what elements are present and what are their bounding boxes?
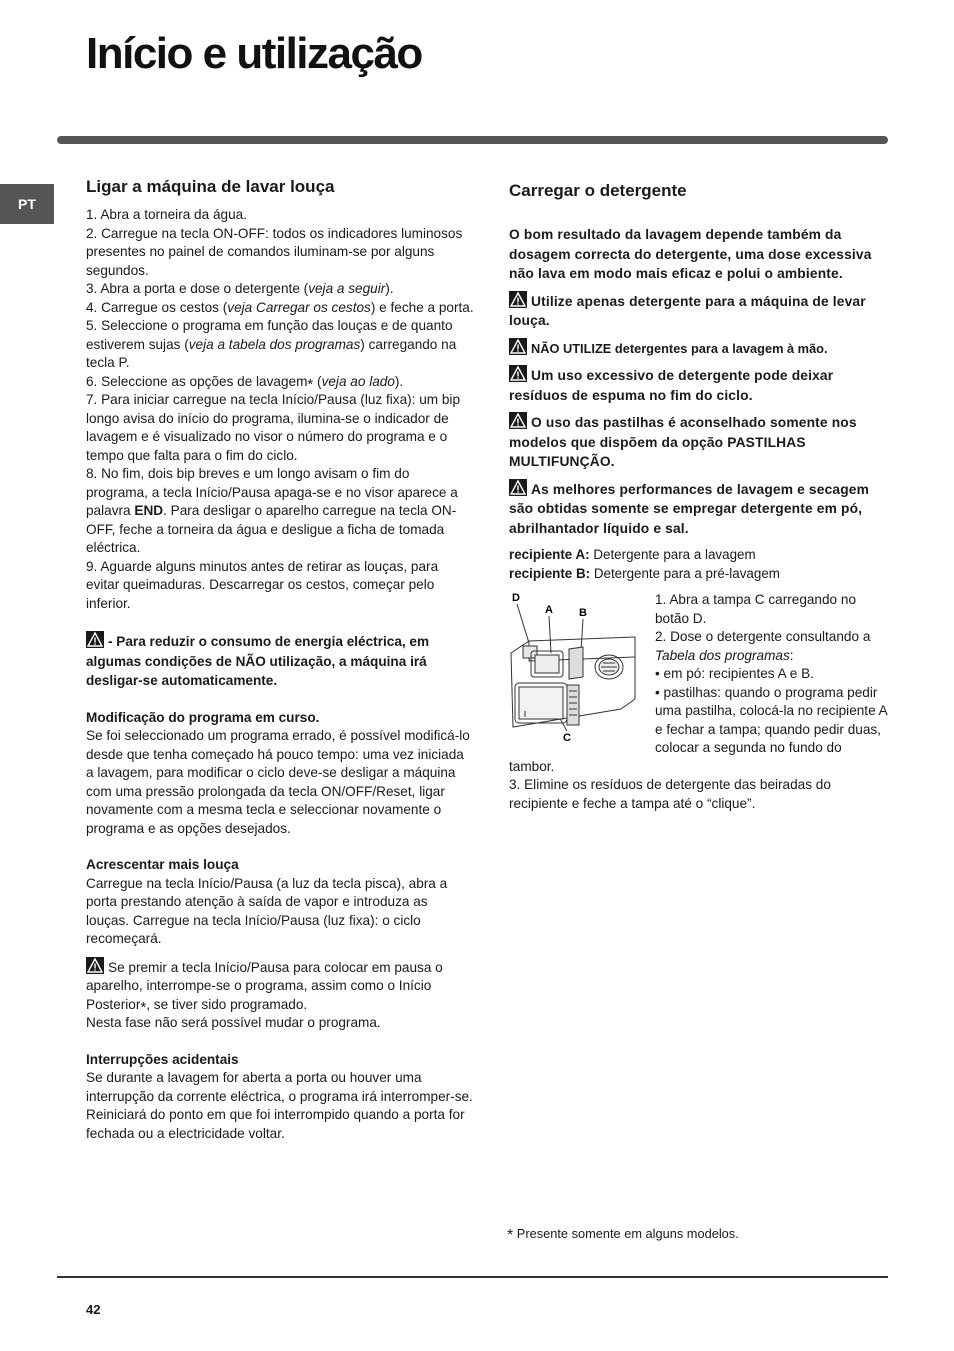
- add-text: Carregue na tecla Início/Pausa (a luz da tecla pisca), abra a porta prestando atenção à saída de vapor e introduza as louças. Carregue na tecla Início/Pausa (luz fixa): o ciclo recomeçará.: [86, 875, 448, 946]
- dispenser-diagram: [509, 591, 645, 745]
- step-8: 8. No fim, dois bip breves e um longo avisam o fim do programa, a tecla Início/Pausa apaga-se e no visor aparece a palavra END. Para desligar o aparelho carregue na tecla ON-OFF, feche a torneira da água e desligue a ficha de tomada eléctrica.: [86, 466, 458, 555]
- dispenser-bullet-2: • pastilhas: quando o programa pedir uma pastilha, colocá-la no recipiente A e fechar a tampa; quando pedir duas, colocar a segunda no fundo do tambor.: [509, 684, 887, 774]
- dispenser-step-2: 2. Dose o detergente consultando a Tabela dos programas:: [655, 629, 871, 663]
- label-a: A: [545, 604, 553, 616]
- footnote-asterisk: *: [140, 998, 147, 1016]
- language-tab: PT: [0, 184, 54, 224]
- dispenser-section: [509, 591, 887, 813]
- top-divider: [57, 136, 888, 144]
- step-4: 4. Carregue os cestos (veja Carregar os cestos) e feche a porta.: [86, 299, 474, 315]
- warning-5: As melhores performances de lavagem e secagem são obtidas somente se empregar detergente em pó, abrilhantador líquido e sal.: [509, 479, 887, 539]
- section-heading-detergent: Carregar o detergente: [509, 181, 687, 200]
- dispenser-step-1: 1. Abra a tampa C carregando no botão D.: [655, 592, 857, 626]
- recipient-b: recipiente B: Detergente para a pré-lavagem: [509, 565, 780, 581]
- left-column: [86, 176, 474, 1143]
- label-b: B: [579, 607, 587, 619]
- modify-title: Modificação do programa em curso.: [86, 709, 320, 725]
- step-1: 1. Abra a torneira da água.: [86, 207, 247, 222]
- warning-2: NÃO UTILIZE detergentes para a lavagem à mão.: [509, 338, 887, 359]
- page-number: 42: [86, 1302, 101, 1317]
- dispenser-step-3: 3. Elimine os resíduos de detergente das beiradas do recipiente e feche a tampa até o “clique”.: [509, 777, 831, 811]
- warning-3: Um uso excessivo de detergente pode deixar resíduos de espuma no fim do ciclo.: [509, 365, 887, 405]
- label-c: C: [563, 732, 571, 744]
- step-9: 9. Aguarde alguns minutos antes de retirar as louças, para evitar queimaduras. Descarregar os cestos, começar pelo inferior.: [86, 558, 439, 611]
- warning-icon: [509, 338, 527, 355]
- detergent-intro: O bom resultado da lavagem depende também da dosagem correcta do detergente, uma dose excessiva não lava em modo mais eficaz e polui o ambiente.: [509, 227, 872, 281]
- warning-icon: [86, 957, 104, 974]
- bottom-divider: [57, 1276, 888, 1278]
- step-3: 3. Abra a porta e dose o detergente (veja a seguir).: [86, 281, 394, 296]
- energy-warning: - Para reduzir o consumo de energia eléctrica, em algumas condições de NÃO utilização, a máquina irá desligar-se automaticamente.: [86, 631, 474, 691]
- step-2: 2. Carregue na tecla ON-OFF: todos os indicadores luminosos presentes no painel de comandos iluminam-se por alguns segundos.: [86, 225, 463, 278]
- warning-1: Utilize apenas detergente para a máquina de levar louça.: [509, 291, 887, 331]
- step-6: 6. Seleccione as opções de lavagem* (veja ao lado).: [86, 373, 404, 393]
- warning-icon: [509, 291, 527, 308]
- interrupt-text: Se durante a lavagem for aberta a porta ou houver uma interrupção da corrente eléctrica, o programa irá interromper-se. Reiniciará do ponto em que foi interrompido quando a porta for fechada ou a electricidade voltar.: [86, 1070, 473, 1141]
- warning-icon: [86, 631, 104, 648]
- footnote-asterisk: *: [507, 1227, 514, 1244]
- warning-icon: [509, 412, 527, 429]
- modify-text: Se foi seleccionado um programa errado, é possível modificá-lo desde que tenha começado há pouco tempo: uma vez iniciada a lavagem, para modificar o ciclo deve-se desligar a máquina com uma pressão prolongada da tecla ON/OFF/Reset, ligar novamente com a mesma tecla e seleccionar novamente o programa e as opções desejados.: [86, 728, 470, 836]
- pause-note: Se premir a tecla Início/Pausa para colocar em pausa o aparelho, interrompe-se o programa, assim como o Início Posterior*, se tiver sido programado.: [86, 957, 474, 1015]
- footnote: * Presente somente em alguns modelos.: [507, 1226, 739, 1244]
- section-heading-start: Ligar a máquina de lavar louça: [86, 177, 335, 196]
- right-column: [509, 180, 887, 813]
- interrupt-title: Interrupções acidentais: [86, 1051, 239, 1067]
- dispenser-bullet-1: • em pó: recipientes A e B.: [655, 666, 814, 681]
- steps-list: [86, 206, 474, 613]
- label-d: D: [512, 592, 520, 604]
- warning-4: O uso das pastilhas é aconselhado somente nos modelos que dispõem da opção PASTILHAS MULTIFUNÇÃO.: [509, 412, 887, 472]
- add-title: Acrescentar mais louça: [86, 857, 239, 872]
- pause-note-2: Nesta fase não será possível mudar o programa.: [86, 1015, 381, 1030]
- warning-icon: [509, 479, 527, 496]
- step-5: 5. Seleccione o programa em função das louças e de quanto estiverem sujas (veja a tabela dos programas) carregando na tecla P.: [86, 318, 457, 370]
- warning-icon: [509, 365, 527, 382]
- footnote-asterisk: *: [307, 375, 314, 393]
- step-7: 7. Para iniciar carregue na tecla Início/Pausa (luz fixa): um bip longo avisa do início do programa, ilumina-se o indicador de lavagem e é visualizado no visor o número do programa e o tempo que falta para o fim do ciclo.: [86, 392, 461, 463]
- page-title: Início e utilização: [86, 29, 422, 78]
- recipient-a: recipiente A: Detergente para a lavagem: [509, 547, 756, 562]
